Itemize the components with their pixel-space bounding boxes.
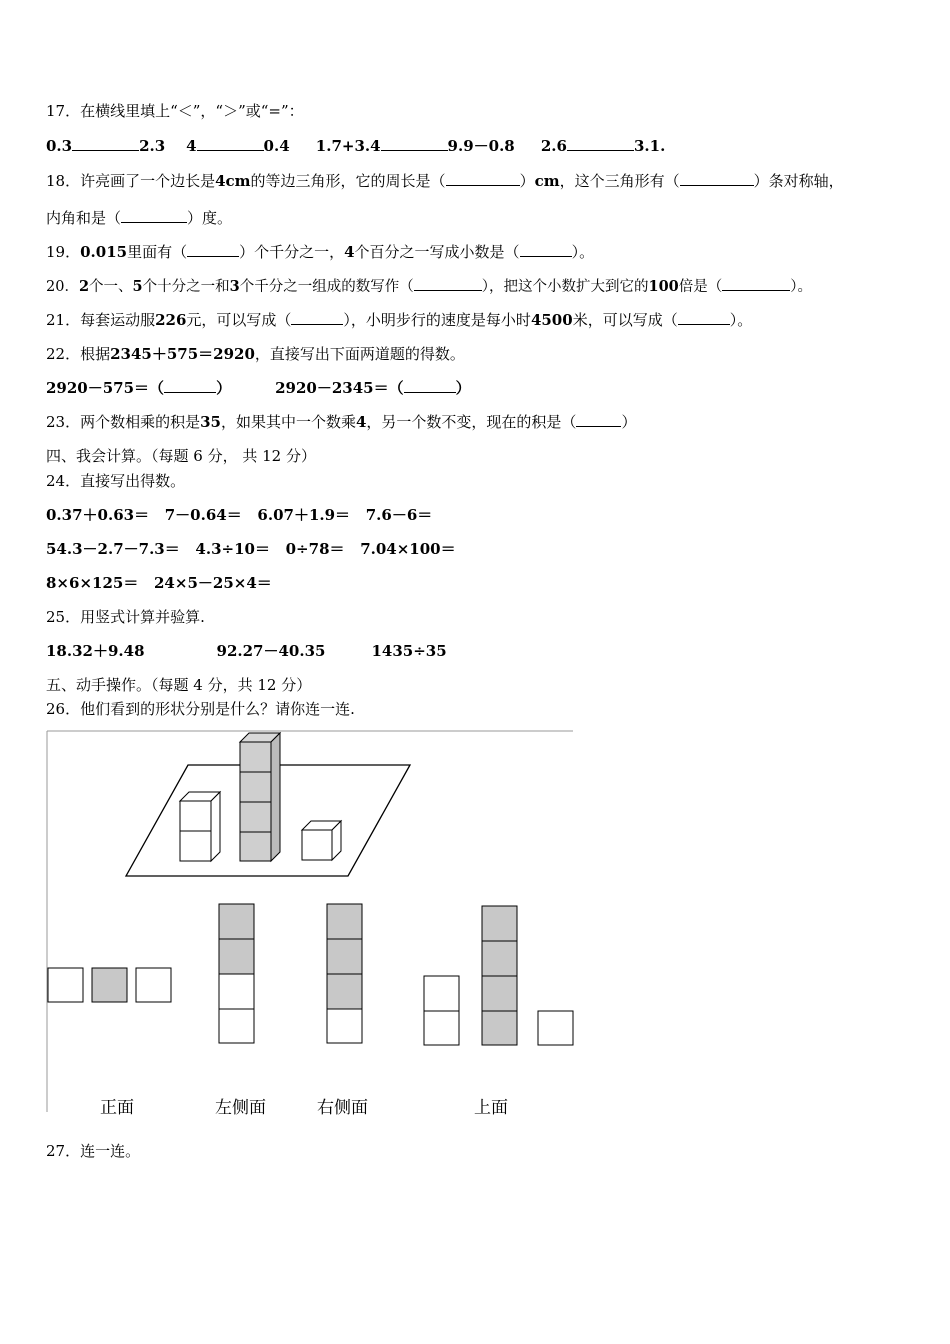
q24-row1: 0.37＋0.63＝ 7－0.64＝ 6.07＋1.9＝ 7.6－6＝ <box>46 506 433 524</box>
q17-item: 2.6 <box>540 137 567 155</box>
q17-item: 0.4 <box>263 137 290 155</box>
q17-item: 9.9－0.8 <box>447 137 515 155</box>
q21: 21．每套运动服226元，可以写成（ ），小明步行的速度是每小时4500米，可以写成（ ）。 <box>46 311 753 329</box>
section-5-heading: 五、动手操作。（每题 4 分，共 12 分） <box>46 676 312 694</box>
q17-item: 0.3 <box>46 137 73 155</box>
q17-item: 4 <box>186 137 197 155</box>
q17-end: . <box>660 137 666 155</box>
view-option-column-2gray <box>219 904 254 1043</box>
cube-stack-tall <box>240 733 280 861</box>
q19: 19．0.015里面有（ ）个千分之一，4个百分之一写成小数是（ ）。 <box>46 243 595 261</box>
q24-title: 24．直接写出得数。 <box>46 472 186 490</box>
cube-single-right <box>302 821 341 860</box>
q18-line2: 内角和是（ ）度。 <box>46 209 233 227</box>
view-option-combined <box>424 906 573 1045</box>
q24-row3: 8×6×125＝ 24×5－25×4＝ <box>46 574 272 592</box>
cube-stack-left <box>180 792 220 861</box>
q17-item: 3.1 <box>633 137 661 155</box>
q25-items: 18.32＋9.48 92.27－40.35 1435÷35 <box>46 642 447 660</box>
view-option-column-3gray <box>327 904 362 1043</box>
q17-title: 17．在横线里填上“＜”，“＞”或“=”： <box>46 102 304 120</box>
q18-line1: 18．许亮画了一个边长是4cm的等边三角形，它的周长是（ ）cm，这个三角形有（ ）条对称轴， <box>46 172 844 190</box>
q27-title: 27．连一连。 <box>46 1142 141 1160</box>
q22-title: 22．根据2345＋575＝2920，直接写出下面两道题的得数。 <box>46 345 465 363</box>
section-4-heading: 四、我会计算。（每题 6 分， 共 12 分） <box>46 447 316 465</box>
q17-item: 2.3 <box>139 137 166 155</box>
q20: 20．2个一、5个十分之一和3个千分之一组成的数写作（ ），把这个小数扩大到它的100倍是（ ）。 <box>46 278 813 295</box>
q22-items: 2920－575＝（ ） 2920－2345＝（ ） <box>46 379 471 397</box>
q17-item: 1.7+3.4 <box>315 137 381 155</box>
label-right-view: 右侧面 <box>317 1098 368 1118</box>
label-top-view: 上面 <box>474 1098 508 1118</box>
q25-title: 25．用竖式计算并验算. <box>46 608 205 626</box>
q26-title: 26．他们看到的形状分别是什么？请你连一连. <box>46 700 355 718</box>
label-left-view: 左侧面 <box>215 1098 266 1118</box>
label-front-view: 正面 <box>100 1098 134 1118</box>
q24-row2: 54.3－2.7－7.3＝ 4.3÷10＝ 0÷78＝ 7.04×100＝ <box>46 540 456 558</box>
q23: 23．两个数相乘的积是35，如果其中一个数乘4，另一个数不变，现在的积是（ ） <box>46 413 637 431</box>
view-option-row <box>48 968 171 1002</box>
